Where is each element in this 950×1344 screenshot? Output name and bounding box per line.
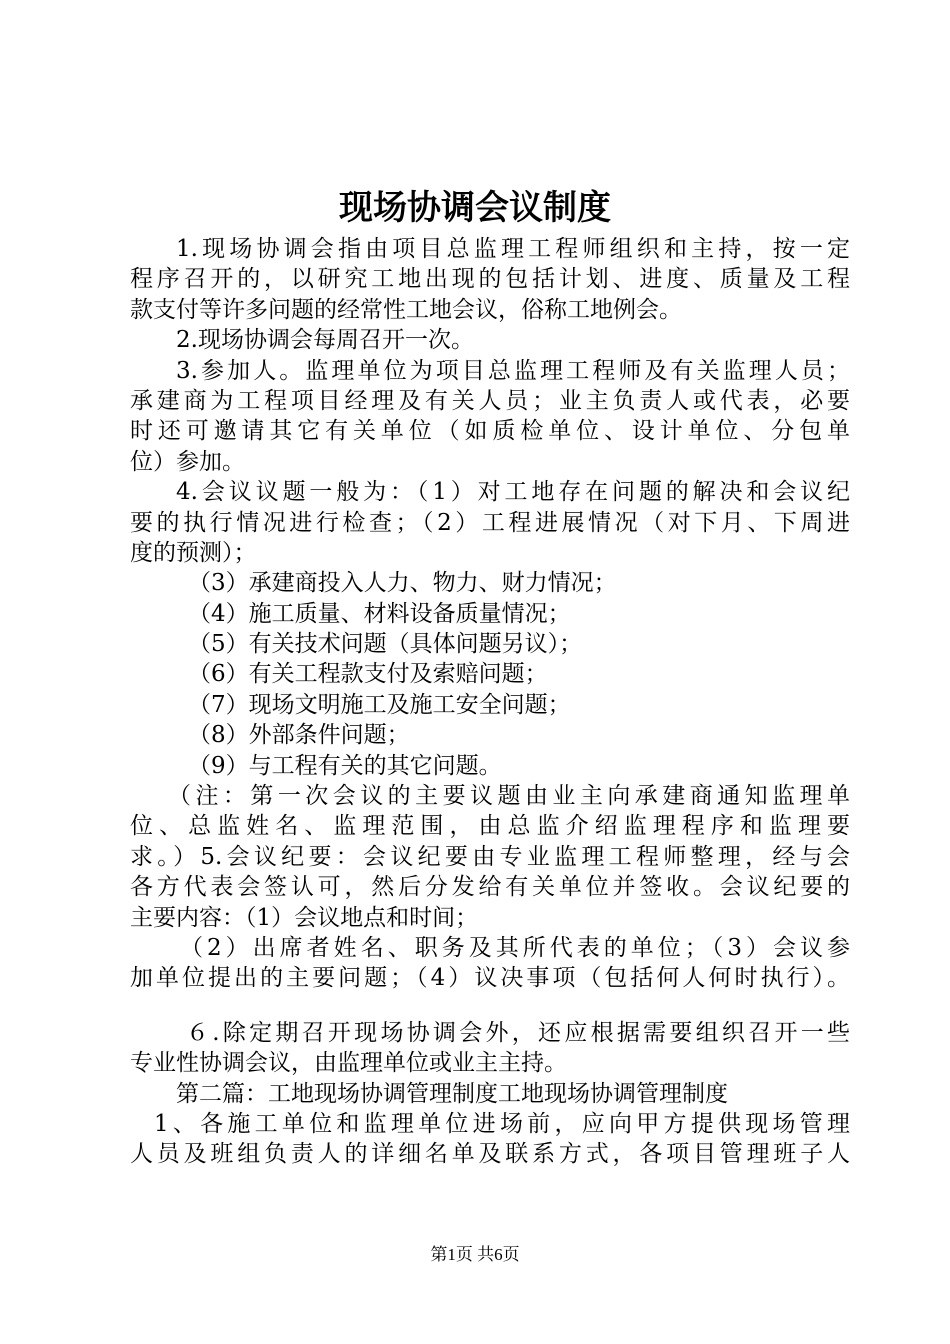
paragraph-line: 时还可邀请其它有关单位（如质检单位、设计单位、分包单 [130,418,850,445]
section-heading: 第二篇：工地现场协调管理制度工地现场协调管理制度 [176,1080,728,1107]
list-item: （5）有关技术问题（具体问题另议）； [188,631,583,658]
list-item: （7）现场文明施工及施工安全问题； [188,691,571,718]
paragraph-line: 1.现场协调会指由项目总监理工程师组织和主持，按一定 [176,236,850,262]
paragraph-line: 3.参加人。监理单位为项目总监理工程师及有关监理人员； [176,357,850,384]
paragraph-line: 专业性协调会议，由监理单位或业主主持。 [130,1050,567,1077]
list-item: （9）与工程有关的其它问题。 [188,752,502,779]
paragraph-line: 1、各施工单位和监理单位进场前，应向甲方提供现场管理 [154,1110,850,1137]
paragraph-line: 位、总监姓名、监理范围，由总监介绍监理程序和监理要 [130,813,850,840]
list-item: （3）承建商投入人力、物力、财力情况； [188,570,617,597]
paragraph-line: 承建商为工程项目经理及有关人员；业主负责人或代表，必要 [130,387,850,414]
paragraph-line: 程序召开的，以研究工地出现的包括计划、进度、质量及工程 [130,266,850,293]
paragraph-line: ６.除定期召开现场协调会外，还应根据需要组织召开一些 [186,1019,850,1046]
paragraph-line: （注：第一次会议的主要议题由业主向承建商通知监理单 [168,783,850,810]
page-number: 第1页 共6页 [430,1245,520,1264]
paragraph-line: （2）出席者姓名、职务及其所代表的单位；（3）会议参 [180,934,850,961]
paragraph-line: 2.现场协调会每周召开一次。 [176,327,474,354]
list-item: （4）施工质量、材料设备质量情况； [188,600,571,627]
paragraph-line: 加单位提出的主要问题；（4）议决事项（包括何人何时执行）。 [130,965,850,992]
paragraph-line: 主要内容：（1）会议地点和时间； [130,904,479,931]
document-body [130,234,850,1170]
paragraph-line: 求。）5.会议纪要：会议纪要由专业监理工程师整理，经与会 [130,843,850,870]
paragraph-line: 位）参加。 [130,448,245,475]
paragraph-line: 度的预测）； [130,539,257,566]
paragraph-line: 要的执行情况进行检查；（2）工程进展情况（对下月、下周进 [130,509,850,536]
blank-line [130,994,850,1018]
paragraph-line: 人员及班组负责人的详细名单及联系方式，各项目管理班子人 [130,1141,850,1168]
paragraph-line: 各方代表会签认可，然后分发给有关单位并签收。会议纪要的 [130,874,850,901]
list-item: （8）外部条件问题； [188,722,410,749]
paragraph-line: 款支付等许多问题的经常性工地会议，俗称工地例会。 [130,296,682,323]
page-title: 现场协调会议制度 [339,188,611,228]
list-item: （6）有关工程款支付及索赔问题； [188,661,548,688]
paragraph-line: 4.会议议题一般为：（1）对工地存在问题的解决和会议纪 [176,479,850,506]
